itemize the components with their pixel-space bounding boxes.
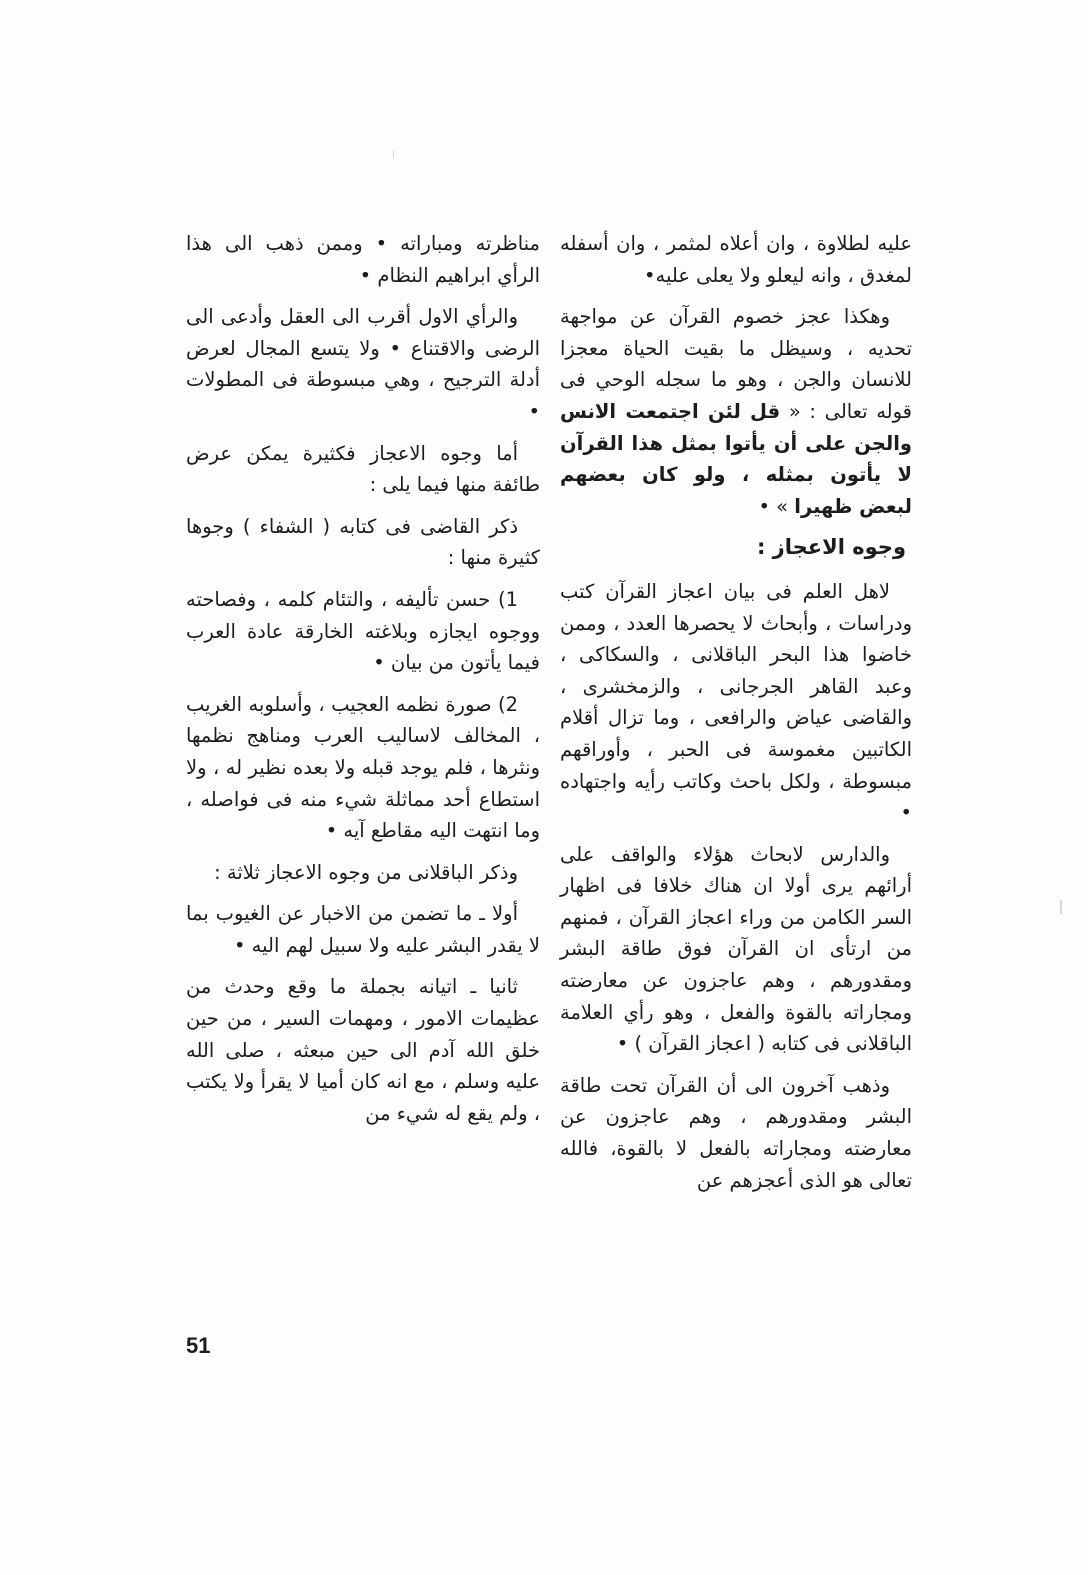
quran-verse: قل لئن اجتمعت الانس والجن على أن يأتوا بمثل هذا القرآن لا يأتون بمثله ، ولو كان بعضهم لبعض ظهيرا	[560, 399, 912, 518]
right-text-column	[560, 228, 912, 1206]
paragraph: وذكر الباقلانى من وجوه الاعجاز ثلاثة :	[214, 860, 518, 884]
list-item: ثانيا ـ اتيانه بجملة ما وقع وحدث من عظيمات الامور ، ومهمات السير ، من حين خلق الله آدم الى حين مبعثه ، صلى الله عليه وسلم ، مع انه كان أميا لا يقرأ ولا يكتب ، ولم يقع له شيء من	[186, 975, 540, 1125]
section-heading: وجوه الاعجاز :	[756, 535, 906, 560]
list-item: 2) صورة نظمه العجيب ، وأسلوبه الغريب ، المخالف لاساليب العرب ومناهج نظمها ونثرها ، فلم يوجد قبله ولا بعده نظير له ، ولا استطاع أحد مماثلة شيء منه فى فواصله ، وما انتهت اليه مقاطع آيه •	[186, 692, 540, 843]
list-item: 1) حسن تأليفه ، والتئام كلمه ، وفصاحته ووجوه ايجازه وبلاغته الخارقة عادة العرب فيما يأتون من بيان •	[186, 587, 540, 675]
paragraph: والرأي الاول أقرب الى العقل وأدعى الى الرضى والاقتناع • ولا يتسع المجال لعرض أدلة الترجيح ، وهي مبسوطة فى المطولات •	[186, 305, 540, 423]
paragraph-quran-challenge	[560, 301, 912, 522]
paragraph: والدارس لابحاث هؤلاء والواقف على أرائهم يرى أولا ان هناك خلافا فى اظهار السر الكامن من وراء اعجاز القرآن ، فمنهم من ارتأى ان القرآن فوق طاقة البشر ومقدورهم ، وهم عاجزون عن معارضته ومجاراته بالقوة والفعل ، وهو رأي العلامة الباقلانى فى كتابه ( اعجاز القرآن ) •	[560, 842, 912, 1056]
left-text-column	[186, 228, 540, 1139]
quote-close: » •	[758, 494, 789, 518]
paragraph: وذهب آخرون الى أن القرآن تحت طاقة البشر ومقدورهم ، وهم عاجزون عن معارضته ومجاراته بالفعل لا بالقوة، فالله تعالى هو الذى أعجزهم عن	[560, 1073, 912, 1192]
paragraph-text: وهكذا عجز خصوم القرآن عن مواجهة تحديه ، وسيظل ما بقيت الحياة معجزا للانسان والجن ، وهو ما سجله الوحي فى قوله تعالى : «	[560, 305, 912, 423]
paragraph: لاهل العلم فى بيان اعجاز القرآن كتب ودراسات ، وأبحاث لا يحصرها العدد ، وممن خاضوا هذا البحر الباقلانى ، والسكاكى ، وعبد القاهر الجرجانى ، والزمخشرى ، والقاضى عياض والرافعى ، وما تزال أقلام الكاتبين مغموسة فى الحبر ، وأوراقهم مبسوطة ، ولكل باحث وكاتب رأيه واجتهاده •	[560, 579, 912, 825]
scan-speck	[393, 150, 394, 158]
paragraph: عليه لطلاوة ، وان أعلاه لمثمر ، وان أسفله لمغدق ، وانه ليعلو ولا يعلى عليه•	[560, 232, 912, 287]
paragraph: ذكر القاضى فى كتابه ( الشفاء ) وجوها كثيرة منها :	[186, 514, 540, 570]
paragraph: أما وجوه الاعجاز فكثيرة يمكن عرض طائفة منها فيما يلى :	[186, 441, 540, 497]
scan-speck	[1060, 900, 1062, 914]
page-number: 51	[186, 1333, 211, 1358]
list-item: أولا ـ ما تضمن من الاخبار عن الغيوب بما لا يقدر البشر عليه ولا سبيل لهم اليه •	[186, 902, 540, 957]
paragraph: مناظرته ومباراته • وممن ذهب الى هذا الرأي ابراهيم النظام •	[186, 232, 540, 287]
